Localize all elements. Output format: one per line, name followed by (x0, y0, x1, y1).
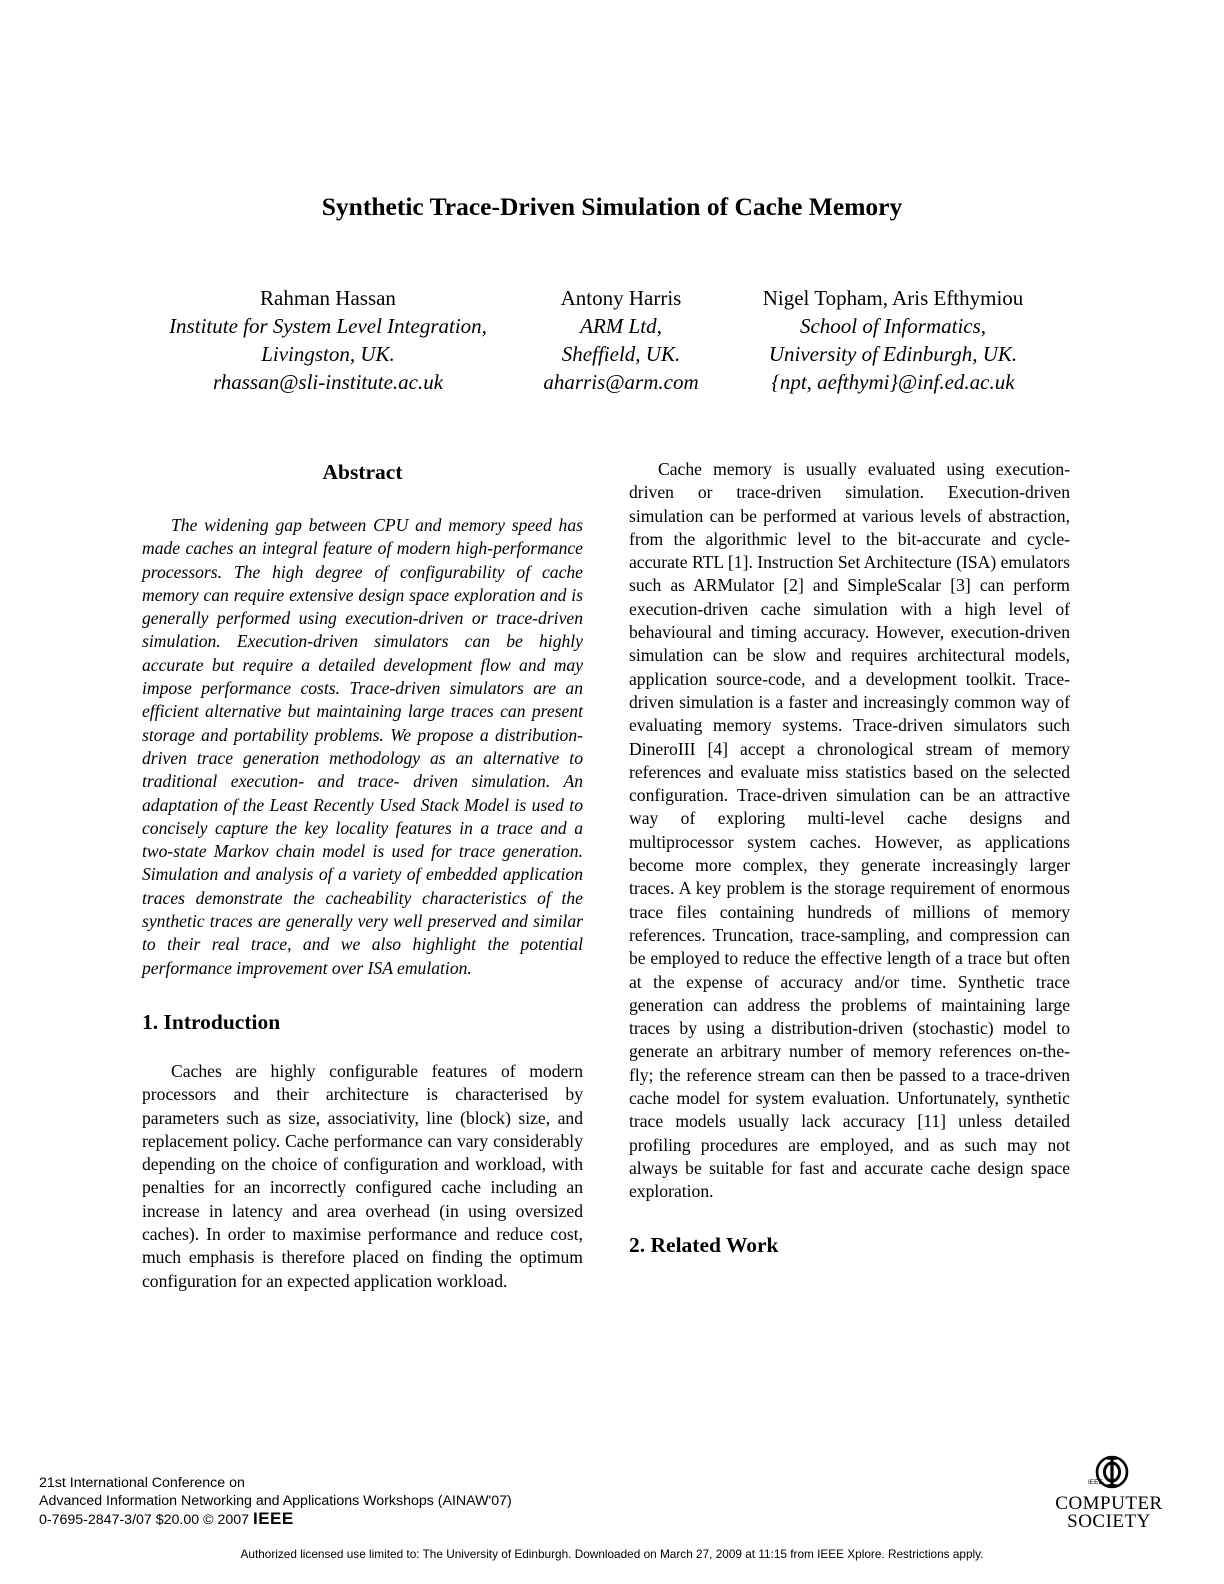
author-name: Rahman Hassan (260, 286, 396, 310)
introduction-paragraph: Caches are highly configurable features of modern processors and their architecture is characterised by parameters such as size, associativity, line (block) size, and replacement policy. Cache performance can vary considerably depending on the choice of configuration and workload, with penalties for an incorrectly configured cache including an increase in latency and area overhead (in using oversized caches). In order to maximise performance and reduce cost, much emphasis is therefore placed on finding the optimum configuration for an expected application workload. (142, 1060, 583, 1291)
logo-line: SOCIETY (1067, 1511, 1151, 1532)
introduction-heading: 1. Introduction (142, 1009, 281, 1034)
license-notice: Authorized licensed use limited to: The University of Edinburgh. Downloaded on March 27, 2009 at 11:15 from IEEE Xplore. Restrictions apply. (240, 1547, 984, 1561)
author-location: Livingston, UK. (261, 342, 395, 366)
ieee-phi-icon (1046, 1454, 1172, 1490)
author-email: rhassan@sli-institute.ac.uk (212, 370, 444, 394)
footer-price-copyright: 0-7695-2847-3/07 $20.00 © 2007 (39, 1512, 250, 1528)
footer-line: 21st International Conference on (39, 1475, 245, 1491)
author-affiliation: School of Informatics, (799, 314, 987, 338)
author-name: Antony Harris (560, 286, 682, 310)
logo-small-text: IEEE (1088, 1479, 1103, 1486)
author-location: University of Edinburgh, UK. (768, 342, 1018, 366)
author-block (130, 284, 526, 396)
author-email: aharris@arm.com (543, 370, 699, 394)
author-affiliation: Institute for System Level Integration, (169, 314, 487, 338)
ieee-wordmark: IEEE (253, 1509, 294, 1528)
author-email: {npt, aefthymi}@inf.ed.ac.uk (771, 370, 1015, 394)
logo-line: COMPUTER (1055, 1493, 1163, 1514)
abstract-text: The widening gap between CPU and memory speed has made caches an integral feature of modern high-performance processors. The high degree of configurability of cache memory can require extensive design space exploration and is generally performed using execution-driven or trace-driven simulation. Execution-driven simulators can be highly accurate but require a detailed development flow and may impose performance costs. Trace-driven simulators are an efficient alternative but maintaining large traces can present storage and portability problems. We propose a distribution-driven trace generation methodology as an alternative to traditional execution- and trace- driven simulation. An adaptation of the Least Recently Used Stack Model is used to concisely capture the key locality features in a trace and a two-state Markov chain model is used for trace generation. Simulation and analysis of a variety of embedded application traces demonstrate the cacheability characteristics of the synthetic traces are generally very well preserved and similar to their real trace, and we also highlight the potential performance improvement over ISA emulation. (142, 515, 583, 978)
author-name: Nigel Topham, Aris Efthymiou (762, 286, 1024, 310)
introduction-paragraph: Cache memory is usually evaluated using execution-driven or trace-driven simulation. Execution-driven simulation can be performed at various levels of abstraction, from the algorithmic level to the bit-accurate and cycle-accurate RTL [1]. Instruction Set Architecture (ISA) emulators such as ARMulator [2] and SimpleScalar [3] can perform execution-driven cache simulation with a high level of behavioural and timing accuracy. However, execution-driven simulation can be slow and requires architectural models, application source-code, and a development toolkit. Trace-driven simulation is a faster and increasingly common way of evaluating memory systems. Trace-driven simulators such DineroIII [4] accept a chronological stream of memory references and evaluate miss statistics based on the selected configuration. Trace-driven simulation can be an attractive way of exploring multi-level cache designs and multiprocessor system caches. However, as applications become more complex, they generate increasingly larger traces. A key problem is the storage requirement of enormous trace files containing hundreds of millions of memory references. Truncation, trace-sampling, and compression can be employed to reduce the effective length of a trace but often at the expense of accuracy and/or time. Synthetic trace generation can address the problems of maintaining large traces by using a distribution-driven (stochastic) model to generate an arbitrary number of memory references on-the-fly; the reference stream can then be passed to a trace-driven cache model for system evaluation. Unfortunately, synthetic trace models usually lack accuracy [11] unless detailed profiling procedures are employed, and as such may not always be suitable for fast and accurate cache design space exploration. (629, 459, 1070, 1202)
author-block (523, 284, 719, 396)
author-block (728, 284, 1058, 396)
conference-footer (39, 1474, 512, 1529)
computer-society-logo (1046, 1454, 1172, 1531)
footer-line: Advanced Information Networking and Applications Workshops (AINAW'07) (39, 1493, 512, 1509)
author-location: Sheffield, UK. (561, 342, 681, 366)
left-column (142, 456, 583, 1293)
abstract-heading: Abstract (322, 460, 403, 484)
author-affiliation: ARM Ltd, (580, 314, 662, 338)
related-work-heading: 2. Related Work (629, 1232, 779, 1257)
footer-line (39, 1510, 512, 1529)
paper-title: Synthetic Trace-Driven Simulation of Cache Memory (321, 192, 903, 221)
right-column (629, 458, 1070, 1261)
